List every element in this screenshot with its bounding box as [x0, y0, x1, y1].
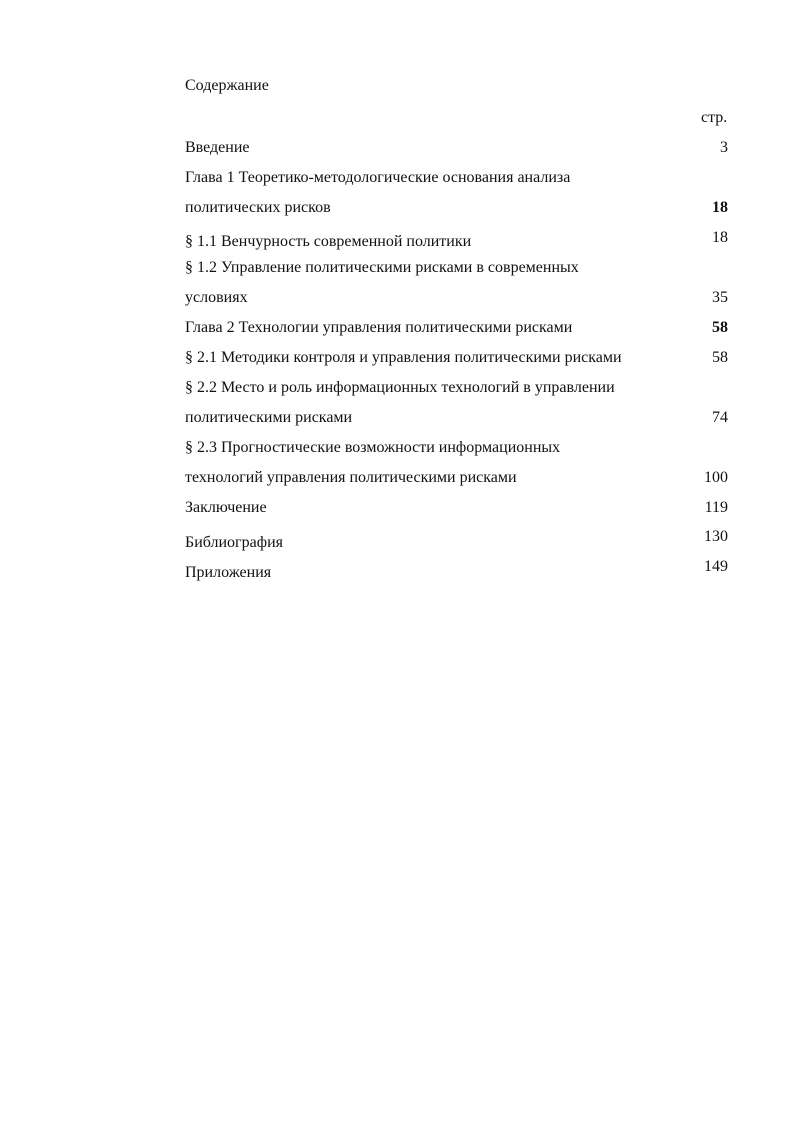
- toc-entry-bibliography: Библиография: [185, 534, 283, 551]
- toc-title: Содержание: [185, 77, 269, 94]
- toc-entry-conclusion: Заключение: [185, 499, 267, 516]
- toc-page-section-2-2: 74: [712, 409, 728, 426]
- toc-entry-section-2-2-line-2: политическими рисками: [185, 409, 353, 426]
- toc-entry-introduction: Введение: [185, 139, 250, 156]
- toc-page-appendices: 149: [704, 558, 728, 575]
- toc-page-chapter-2: 58: [712, 319, 728, 336]
- toc-entry-section-2-3-line-1: § 2.3 Прогностические возможности информационных: [185, 439, 561, 456]
- toc-entry-section-1-2-line-2: условиях: [185, 289, 248, 306]
- toc-entry-section-1-1: § 1.1 Венчурность современной политики: [185, 233, 472, 250]
- toc-entry-chapter-1-line-2: политических рисков: [185, 199, 331, 216]
- toc-entry-appendices: Приложения: [185, 564, 272, 581]
- toc-entry-section-1-2-line-1: § 1.2 Управление политическими рисками в современных: [185, 259, 579, 276]
- toc-entry-section-2-2-line-1: § 2.2 Место и роль информационных технологий в управлении: [185, 379, 615, 396]
- toc-entry-chapter-2: Глава 2 Технологии управления политическими рисками: [185, 319, 573, 336]
- toc-page-conclusion: 119: [704, 499, 728, 516]
- toc-entry-section-2-3-line-2: технологий управления политическими рисками: [185, 469, 517, 486]
- toc-page-chapter-1: 18: [712, 199, 728, 216]
- toc-page-section-2-3: 100: [704, 469, 728, 486]
- toc-page-section-1-2: 35: [712, 289, 728, 306]
- toc-entry-chapter-1-line-1: Глава 1 Теоретико-методологические основания анализа: [185, 169, 571, 186]
- toc-page-section-2-1: 58: [712, 349, 728, 366]
- page-column-label: стр.: [701, 109, 728, 126]
- toc-page-bibliography: 130: [704, 528, 728, 545]
- toc-page-section-1-1: 18: [712, 229, 728, 246]
- toc-entry-section-2-1: § 2.1 Методики контроля и управления политическими рисками: [185, 349, 622, 366]
- toc-page-introduction: 3: [720, 139, 728, 156]
